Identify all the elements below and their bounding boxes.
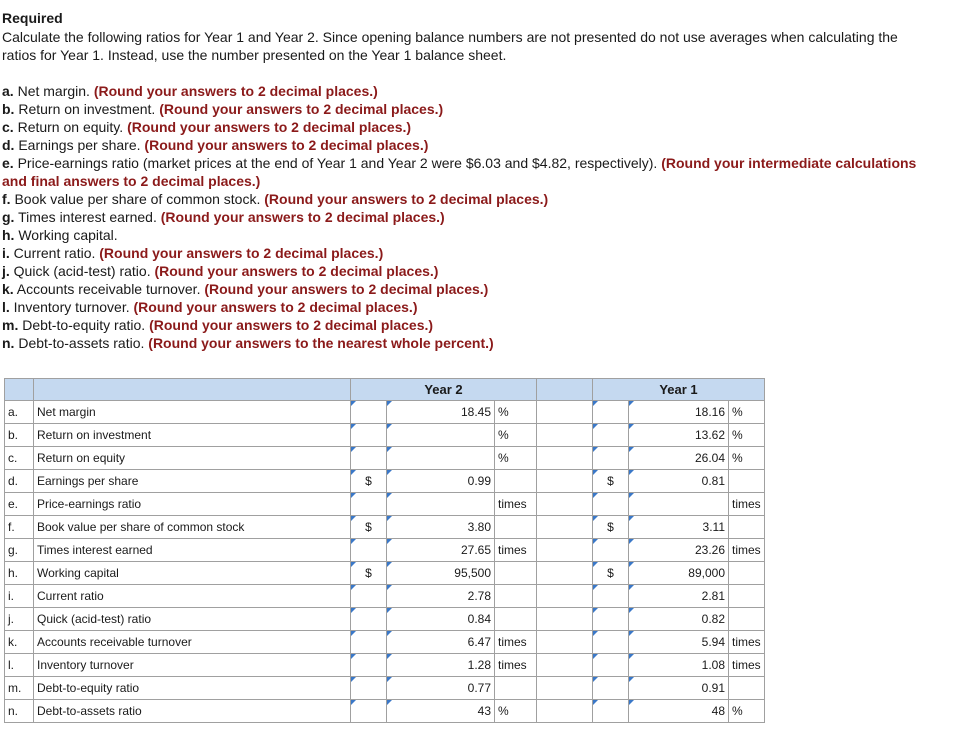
requirement-text: Return on investment. — [14, 101, 160, 117]
input-marker-icon — [351, 447, 356, 452]
rounding-instruction: (Round your answers to 2 decimal places.) — [154, 263, 439, 279]
requirement-letter: d. — [2, 137, 15, 153]
table-row — [5, 585, 765, 608]
year-1-answer-input[interactable]: 0.82 — [629, 608, 729, 631]
requirement-item — [2, 208, 942, 226]
rounding-instruction: (Round your answers to 2 decimal places.) — [264, 191, 549, 207]
spacer-cell — [537, 677, 593, 700]
input-marker-icon — [351, 700, 356, 705]
year-1-currency — [593, 493, 629, 516]
row-letter: d. — [5, 470, 34, 493]
input-marker-icon — [593, 516, 598, 521]
input-marker-icon — [387, 608, 392, 613]
input-marker-icon — [593, 654, 598, 659]
year-2-unit: times — [495, 631, 537, 654]
spacer-cell — [537, 424, 593, 447]
input-marker-icon — [629, 516, 634, 521]
row-label: Debt-to-assets ratio — [34, 700, 351, 723]
input-marker-icon — [351, 516, 356, 521]
table-row — [5, 539, 765, 562]
header-blank — [537, 379, 593, 401]
year-1-currency — [593, 447, 629, 470]
spacer-cell — [537, 447, 593, 470]
row-label: Return on investment — [34, 424, 351, 447]
year-2-unit: % — [495, 424, 537, 447]
input-marker-icon — [387, 700, 392, 705]
spacer-cell — [537, 585, 593, 608]
input-marker-icon — [629, 470, 634, 475]
year-2-currency — [351, 585, 387, 608]
input-marker-icon — [387, 516, 392, 521]
requirement-text: Return on equity. — [13, 119, 128, 135]
table-header-row — [5, 379, 765, 401]
year-1-answer-input[interactable]: 3.11 — [629, 516, 729, 539]
requirement-item — [2, 190, 942, 208]
year-2-answer-input[interactable]: 0.99 — [387, 470, 495, 493]
requirement-text: Working capital. — [14, 227, 118, 243]
table-row — [5, 562, 765, 585]
row-letter: h. — [5, 562, 34, 585]
table-row — [5, 677, 765, 700]
rounding-instruction: (Round your answers to 2 decimal places.) — [204, 281, 489, 297]
spacer-cell — [537, 700, 593, 723]
input-marker-icon — [351, 493, 356, 498]
year-2-currency: $ — [351, 516, 387, 539]
row-letter: i. — [5, 585, 34, 608]
requirement-letter: c. — [2, 119, 14, 135]
requirement-letter: m. — [2, 317, 19, 333]
row-letter: g. — [5, 539, 34, 562]
year-2-answer-input[interactable]: 0.77 — [387, 677, 495, 700]
input-marker-icon — [351, 654, 356, 659]
year-1-answer-input[interactable]: 5.94 — [629, 631, 729, 654]
spacer-cell — [537, 608, 593, 631]
rounding-instruction: (Round your answers to 2 decimal places.) — [160, 209, 445, 225]
row-letter: e. — [5, 493, 34, 516]
requirement-text: Book value per share of common stock. — [10, 191, 265, 207]
input-marker-icon — [387, 654, 392, 659]
input-marker-icon — [629, 608, 634, 613]
required-heading: Required — [2, 10, 63, 26]
row-letter: c. — [5, 447, 34, 470]
requirement-text: Accounts receivable turnover. — [13, 281, 205, 297]
ratios-answer-table — [4, 378, 765, 723]
year-2-currency — [351, 424, 387, 447]
requirement-letter: n. — [2, 335, 15, 351]
rounding-instruction: (Round your answers to 2 decimal places.) — [93, 83, 378, 99]
year-1-unit: % — [729, 700, 765, 723]
input-marker-icon — [593, 585, 598, 590]
input-marker-icon — [593, 677, 598, 682]
row-label: Book value per share of common stock — [34, 516, 351, 539]
year-2-answer-input[interactable]: 3.80 — [387, 516, 495, 539]
input-marker-icon — [351, 539, 356, 544]
year-1-unit — [729, 608, 765, 631]
row-label: Debt-to-equity ratio — [34, 677, 351, 700]
year-2-unit: % — [495, 401, 537, 424]
table-row — [5, 493, 765, 516]
row-letter: m. — [5, 677, 34, 700]
requirement-item — [2, 136, 942, 154]
spacer-cell — [537, 516, 593, 539]
input-marker-icon — [593, 631, 598, 636]
year-1-unit: times — [729, 539, 765, 562]
table-row — [5, 608, 765, 631]
year-2-answer-input[interactable]: 18.45 — [387, 401, 495, 424]
year-2-unit — [495, 562, 537, 585]
year-1-answer-input[interactable]: 2.81 — [629, 585, 729, 608]
input-marker-icon — [593, 562, 598, 567]
table-row — [5, 700, 765, 723]
year-1-currency — [593, 424, 629, 447]
spacer-cell — [537, 401, 593, 424]
rounding-instruction: (Round your intermediate calculations and final answers to 2 decimal places.) — [2, 155, 917, 189]
row-letter: b. — [5, 424, 34, 447]
input-marker-icon — [629, 539, 634, 544]
year-2-header: Year 2 — [351, 379, 537, 401]
header-blank — [5, 379, 34, 401]
year-1-currency — [593, 401, 629, 424]
requirement-letter: l. — [2, 299, 10, 315]
year-2-currency — [351, 401, 387, 424]
table-row — [5, 470, 765, 493]
year-2-unit: times — [495, 493, 537, 516]
year-2-currency — [351, 493, 387, 516]
year-1-unit: % — [729, 401, 765, 424]
spacer-cell — [537, 562, 593, 585]
year-2-answer-input[interactable]: 1.28 — [387, 654, 495, 677]
row-label: Accounts receivable turnover — [34, 631, 351, 654]
rounding-instruction: (Round your answers to 2 decimal places.) — [144, 137, 429, 153]
input-marker-icon — [387, 470, 392, 475]
year-2-answer-input[interactable]: 43 — [387, 700, 495, 723]
requirement-letter: b. — [2, 101, 15, 117]
year-2-unit — [495, 608, 537, 631]
year-2-currency — [351, 539, 387, 562]
input-marker-icon — [593, 608, 598, 613]
input-marker-icon — [629, 562, 634, 567]
row-letter: n. — [5, 700, 34, 723]
requirement-letter: f. — [2, 191, 11, 207]
rounding-instruction: (Round your answers to 2 decimal places.) — [127, 119, 412, 135]
year-2-answer-input[interactable] — [387, 447, 495, 470]
input-marker-icon — [351, 631, 356, 636]
year-1-answer-input[interactable]: 0.91 — [629, 677, 729, 700]
input-marker-icon — [593, 700, 598, 705]
year-1-unit: % — [729, 424, 765, 447]
input-marker-icon — [351, 424, 356, 429]
year-1-currency: $ — [593, 516, 629, 539]
year-1-unit — [729, 470, 765, 493]
input-marker-icon — [629, 700, 634, 705]
input-marker-icon — [629, 654, 634, 659]
input-marker-icon — [387, 562, 392, 567]
year-1-currency: $ — [593, 562, 629, 585]
year-1-currency — [593, 585, 629, 608]
spacer-cell — [537, 654, 593, 677]
requirement-letter: g. — [2, 209, 15, 225]
requirement-text: Times interest earned. — [14, 209, 161, 225]
year-1-unit: times — [729, 493, 765, 516]
table-row — [5, 654, 765, 677]
row-label: Earnings per share — [34, 470, 351, 493]
input-marker-icon — [387, 493, 392, 498]
input-marker-icon — [593, 493, 598, 498]
input-marker-icon — [351, 470, 356, 475]
input-marker-icon — [351, 585, 356, 590]
input-marker-icon — [387, 401, 392, 406]
table-row — [5, 516, 765, 539]
requirement-letter: h. — [2, 227, 15, 243]
year-1-unit — [729, 677, 765, 700]
spacer-cell — [537, 631, 593, 654]
table-row — [5, 631, 765, 654]
requirement-text: Debt-to-equity ratio. — [18, 317, 150, 333]
input-marker-icon — [629, 677, 634, 682]
year-1-answer-input[interactable]: 1.08 — [629, 654, 729, 677]
year-1-answer-input[interactable]: 13.62 — [629, 424, 729, 447]
year-2-answer-input[interactable]: 27.65 — [387, 539, 495, 562]
row-label: Quick (acid-test) ratio — [34, 608, 351, 631]
year-1-unit — [729, 516, 765, 539]
table-row — [5, 447, 765, 470]
year-2-answer-input[interactable]: 0.84 — [387, 608, 495, 631]
input-marker-icon — [387, 677, 392, 682]
input-marker-icon — [351, 608, 356, 613]
year-2-unit: % — [495, 700, 537, 723]
requirement-text: Earnings per share. — [14, 137, 145, 153]
row-letter: a. — [5, 401, 34, 424]
year-2-currency — [351, 677, 387, 700]
spacer-cell — [537, 539, 593, 562]
year-1-header: Year 1 — [593, 379, 765, 401]
requirement-letter: i. — [2, 245, 10, 261]
requirement-text: Debt-to-assets ratio. — [14, 335, 149, 351]
year-2-currency — [351, 631, 387, 654]
year-1-answer-input[interactable]: 26.04 — [629, 447, 729, 470]
year-1-unit — [729, 585, 765, 608]
requirement-item — [2, 118, 942, 136]
year-2-answer-input[interactable] — [387, 493, 495, 516]
requirement-item — [2, 100, 942, 118]
input-marker-icon — [387, 539, 392, 544]
year-1-currency — [593, 631, 629, 654]
row-label: Net margin — [34, 401, 351, 424]
input-marker-icon — [629, 424, 634, 429]
input-marker-icon — [629, 401, 634, 406]
requirement-item — [2, 154, 942, 190]
rounding-instruction: (Round your answers to 2 decimal places.) — [149, 317, 434, 333]
row-label: Return on equity — [34, 447, 351, 470]
requirement-item — [2, 334, 942, 352]
requirement-text: Quick (acid-test) ratio. — [9, 263, 155, 279]
year-2-unit: times — [495, 654, 537, 677]
requirement-letter: e. — [2, 155, 14, 171]
spacer-cell — [537, 470, 593, 493]
year-1-answer-input[interactable]: 23.26 — [629, 539, 729, 562]
year-2-unit — [495, 470, 537, 493]
requirement-text: Net margin. — [13, 83, 94, 99]
spacer-cell — [537, 493, 593, 516]
requirement-item — [2, 226, 942, 244]
rounding-instruction: (Round your answers to the nearest whole percent.) — [148, 335, 494, 351]
input-marker-icon — [593, 470, 598, 475]
row-label: Working capital — [34, 562, 351, 585]
input-marker-icon — [593, 401, 598, 406]
row-label: Price-earnings ratio — [34, 493, 351, 516]
input-marker-icon — [387, 585, 392, 590]
year-2-answer-input[interactable] — [387, 424, 495, 447]
row-label: Times interest earned — [34, 539, 351, 562]
input-marker-icon — [593, 424, 598, 429]
input-marker-icon — [593, 447, 598, 452]
row-letter: k. — [5, 631, 34, 654]
requirement-text: Price-earnings ratio (market prices at the end of Year 1 and Year 2 were $6.03 and $4.82, respectively). — [13, 155, 662, 171]
requirement-letter: j. — [2, 263, 10, 279]
header-blank — [34, 379, 351, 401]
year-1-currency: $ — [593, 470, 629, 493]
row-letter: j. — [5, 608, 34, 631]
year-2-answer-input[interactable]: 2.78 — [387, 585, 495, 608]
input-marker-icon — [629, 493, 634, 498]
year-1-answer-input[interactable]: 0.81 — [629, 470, 729, 493]
year-1-unit: % — [729, 447, 765, 470]
year-2-unit — [495, 677, 537, 700]
requirement-letter: k. — [2, 281, 14, 297]
year-2-unit — [495, 585, 537, 608]
row-label: Current ratio — [34, 585, 351, 608]
year-2-currency — [351, 654, 387, 677]
year-1-currency — [593, 608, 629, 631]
row-label: Inventory turnover — [34, 654, 351, 677]
rounding-instruction: (Round your answers to 2 decimal places.) — [159, 101, 444, 117]
requirement-item — [2, 82, 942, 100]
year-1-unit — [729, 562, 765, 585]
requirement-letter: a. — [2, 83, 14, 99]
input-marker-icon — [629, 631, 634, 636]
year-1-unit: times — [729, 631, 765, 654]
input-marker-icon — [387, 424, 392, 429]
year-1-answer-input[interactable]: 18.16 — [629, 401, 729, 424]
table-row — [5, 424, 765, 447]
table-row — [5, 401, 765, 424]
requirement-item — [2, 316, 942, 334]
year-2-currency — [351, 608, 387, 631]
year-1-currency — [593, 654, 629, 677]
rounding-instruction: (Round your answers to 2 decimal places.) — [99, 245, 384, 261]
year-2-unit: times — [495, 539, 537, 562]
requirement-item — [2, 244, 942, 262]
requirement-item — [2, 298, 942, 316]
year-2-currency: $ — [351, 562, 387, 585]
year-1-currency — [593, 539, 629, 562]
year-2-currency — [351, 700, 387, 723]
input-marker-icon — [387, 447, 392, 452]
input-marker-icon — [387, 631, 392, 636]
requirement-text: Current ratio. — [9, 245, 100, 261]
year-2-unit — [495, 516, 537, 539]
requirement-item — [2, 280, 942, 298]
year-1-answer-input[interactable]: 48 — [629, 700, 729, 723]
rounding-instruction: (Round your answers to 2 decimal places.) — [133, 299, 418, 315]
ratio-requirements-list — [2, 82, 942, 352]
year-1-currency — [593, 677, 629, 700]
requirement-item — [2, 262, 942, 280]
year-1-answer-input[interactable] — [629, 493, 729, 516]
instructions-text: Calculate the following ratios for Year 1 and Year 2. Since opening balance numbers are not presented do not use averages when calculating the ratios for Year 1. Instead, use the number presented on the Year 1 balance sheet. — [2, 29, 898, 63]
year-2-currency — [351, 447, 387, 470]
requirement-text: Inventory turnover. — [9, 299, 134, 315]
year-1-currency — [593, 700, 629, 723]
input-marker-icon — [351, 401, 356, 406]
year-1-answer-input[interactable]: 89,000 — [629, 562, 729, 585]
year-2-answer-input[interactable]: 95,500 — [387, 562, 495, 585]
year-2-currency: $ — [351, 470, 387, 493]
input-marker-icon — [351, 562, 356, 567]
year-1-unit: times — [729, 654, 765, 677]
row-letter: l. — [5, 654, 34, 677]
input-marker-icon — [351, 677, 356, 682]
input-marker-icon — [629, 585, 634, 590]
input-marker-icon — [593, 539, 598, 544]
year-2-answer-input[interactable]: 6.47 — [387, 631, 495, 654]
row-letter: f. — [5, 516, 34, 539]
input-marker-icon — [629, 447, 634, 452]
year-2-unit: % — [495, 447, 537, 470]
